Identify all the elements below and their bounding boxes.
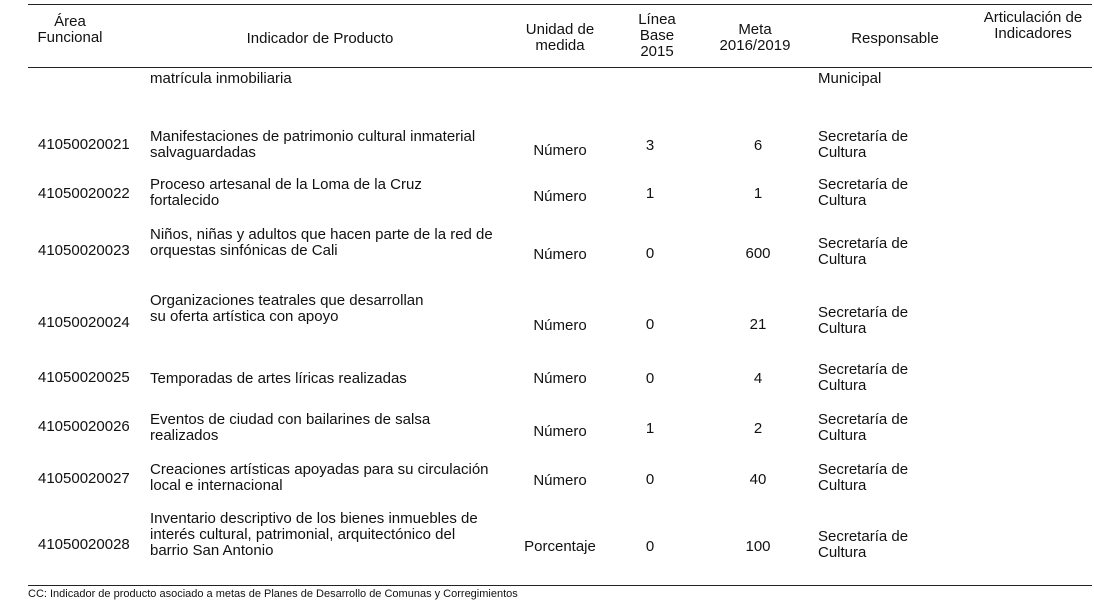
row-responsable: Secretaría de Cultura	[818, 461, 909, 494]
row-responsable: Secretaría de Cultura	[818, 411, 909, 444]
row-indicador: Organizaciones teatrales que desarrollan su oferta artística con apoyo	[150, 292, 424, 325]
table-bottom-rule	[28, 585, 1092, 586]
header-divider	[28, 67, 1092, 68]
row-meta: 600	[745, 245, 771, 262]
row-responsable: Secretaría de Cultura	[818, 361, 909, 394]
header-meta: Meta 2016/2019	[719, 21, 791, 54]
row-code: 41050020025	[38, 369, 130, 386]
row-code: 41050020028	[38, 536, 130, 553]
row-indicador: Proceso artesanal de la Loma de la Cruz fortalecido	[150, 176, 422, 209]
row-indicador: Temporadas de artes líricas realizadas	[150, 370, 407, 387]
header-articulacion: Articulación de Indicadores	[983, 9, 1083, 42]
row-linea-base: 1	[645, 185, 655, 202]
header-unidad-medida: Unidad de medida	[525, 21, 595, 54]
table-top-rule	[28, 4, 1092, 5]
row-unidad: Número	[533, 188, 587, 205]
row-code: 41050020026	[38, 418, 130, 435]
row-unidad: Número	[533, 370, 587, 387]
row-code: 41050020024	[38, 314, 130, 331]
row-unidad: Número	[533, 423, 587, 440]
header-responsable: Responsable	[851, 30, 939, 47]
row-linea-base: 0	[645, 370, 655, 387]
row-linea-base: 3	[645, 137, 655, 154]
row-code: 41050020021	[38, 136, 130, 153]
row-unidad: Número	[533, 142, 587, 159]
header-linea-base: Línea Base 2015	[638, 11, 676, 60]
row-linea-base: 0	[645, 316, 655, 333]
row-indicador: Inventario descriptivo de los bienes inmuebles de interés cultural, patrimonial, arquitectónico del barrio San Antonio	[150, 510, 478, 559]
row-indicador: Eventos de ciudad con bailarines de salsa realizados	[150, 411, 431, 444]
row-indicador: Niños, niñas y adultos que hacen parte de la red de orquestas sinfónicas de Cali	[150, 226, 493, 259]
row-indicador: Manifestaciones de patrimonio cultural inmaterial salvaguardadas	[150, 128, 476, 161]
row-meta: 2	[753, 420, 763, 437]
row-linea-base: 1	[645, 420, 655, 437]
row-responsable: Secretaría de Cultura	[818, 176, 909, 209]
row-responsable: Secretaría de Cultura	[818, 304, 909, 337]
row-code: 41050020022	[38, 185, 130, 202]
row-linea-base: 0	[645, 538, 655, 555]
header-indicador-producto: Indicador de Producto	[246, 30, 394, 47]
continuation-indicador: matrícula inmobiliaria	[150, 70, 292, 87]
row-linea-base: 0	[645, 471, 655, 488]
row-code: 41050020023	[38, 242, 130, 259]
row-responsable: Secretaría de Cultura	[818, 235, 909, 268]
header-area-funcional: Área Funcional	[37, 13, 103, 46]
row-responsable: Secretaría de Cultura	[818, 528, 909, 561]
footnote: CC: Indicador de producto asociado a metas de Planes de Desarrollo de Comunas y Corregimientos	[28, 588, 518, 600]
row-meta: 100	[745, 538, 771, 555]
row-meta: 21	[749, 316, 767, 333]
row-unidad: Número	[533, 317, 587, 334]
row-unidad: Número	[533, 246, 587, 263]
continuation-responsable: Municipal	[818, 70, 882, 87]
row-meta: 6	[753, 137, 763, 154]
row-meta: 4	[753, 370, 763, 387]
row-meta: 1	[753, 185, 763, 202]
row-code: 41050020027	[38, 470, 130, 487]
row-indicador: Creaciones artísticas apoyadas para su circulación local e internacional	[150, 461, 489, 494]
row-responsable: Secretaría de Cultura	[818, 128, 909, 161]
row-meta: 40	[749, 471, 767, 488]
row-unidad: Número	[533, 472, 587, 489]
row-unidad: Porcentaje	[524, 538, 596, 555]
row-linea-base: 0	[645, 245, 655, 262]
